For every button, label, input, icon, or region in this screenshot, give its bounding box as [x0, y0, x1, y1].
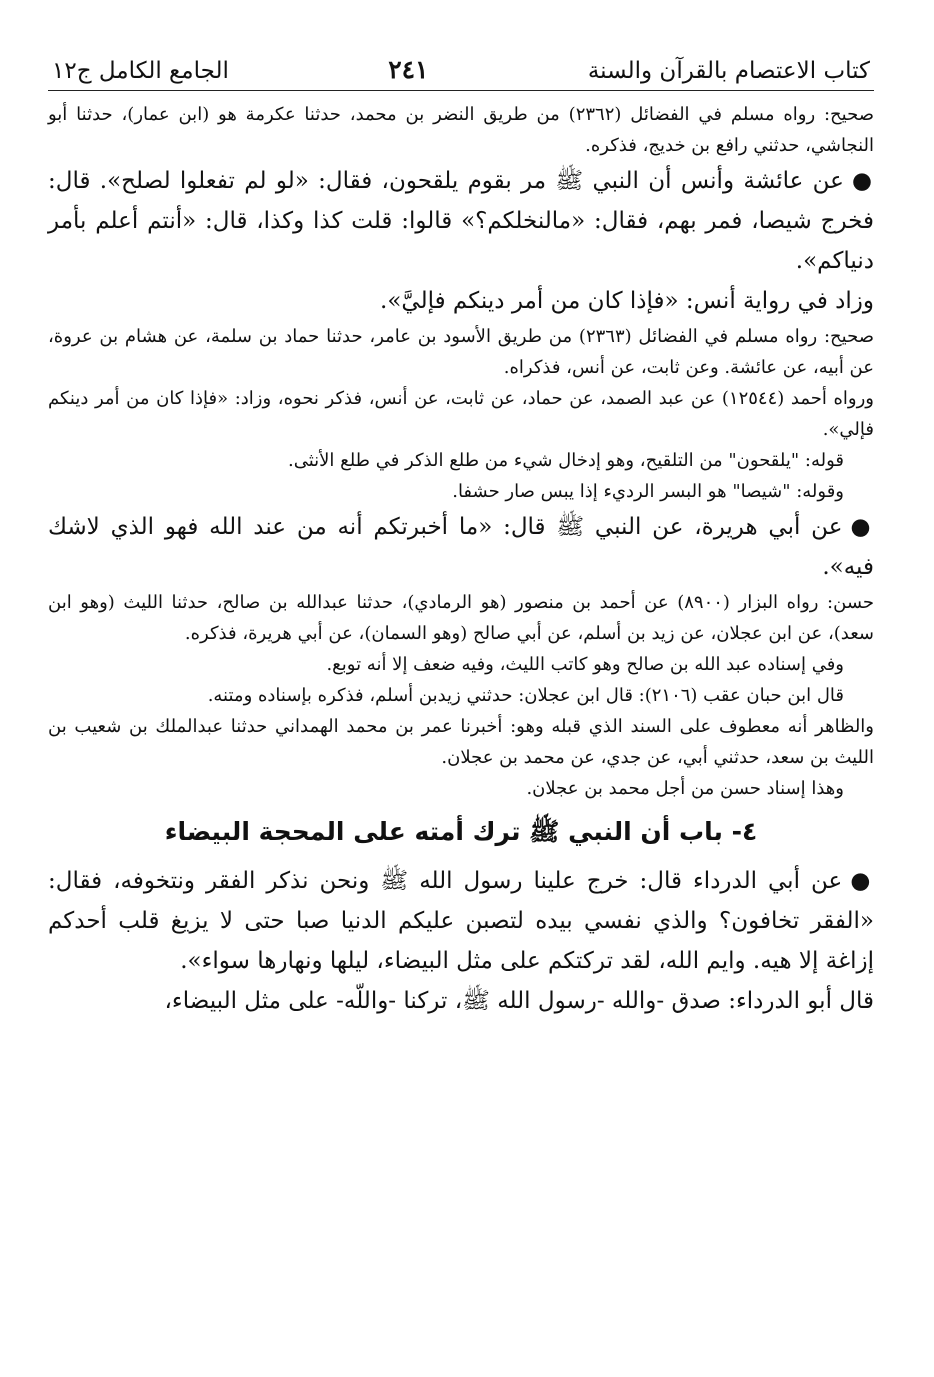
bullet-icon: ● — [850, 513, 874, 540]
bullet-icon: ● — [851, 167, 874, 194]
page-body — [48, 99, 874, 1021]
hadith-addition: وزاد في رواية أنس: «فإذا كان من أمر دينكم فإليَّ». — [380, 288, 874, 314]
commentary-paragraph: والظاهر أنه معطوف على السند الذي قبله وهو: أخبرنا عمر بن محمد الهمداني حدثنا عبدالملك بن شعيب بن الليث بن سعد، حدثني أبي، عن جدي، عن محمد بن عجلان. — [48, 716, 874, 768]
takhrij-paragraph: حسن: رواه البزار (٨٩٠٠) عن أحمد بن منصور (هو الرمادي)، حدثنا عبدالله بن صالح، حدثنا الليث (وهو ابن سعد)، عن ابن عجلان، عن زيد بن أسلم، عن أبي صالح (وهو السمان)، عن أبي هريرة، فذكره. — [48, 592, 875, 644]
book-title: كتاب الاعتصام بالقرآن والسنة — [587, 58, 870, 84]
hadith-text — [48, 507, 874, 587]
hadith-text — [48, 161, 874, 281]
page-header — [48, 55, 874, 91]
commentary-paragraph: وفي إسناده عبد الله بن صالح وهو كاتب الليث، وفيه ضعف إلا أنه توبع. — [326, 654, 844, 675]
gloss-paragraph: وقوله: "شيصا" هو البسر الرديء إذا يبس صار حشفا. — [452, 481, 844, 502]
bullet-icon: ● — [850, 867, 874, 894]
commentary-paragraph: قال ابن حبان عقب (٢١٠٦): قال ابن عجلان: حدثني زيدبن أسلم، فذكره بإسناده ومتنه. — [207, 685, 844, 706]
commentary-paragraph: وهذا إسناد حسن من أجل محمد بن عجلان. — [526, 778, 844, 799]
hadith-body: عن عائشة وأنس أن النبي ﷺ مر بقوم يلقحون، فقال: «لو لم تفعلوا لصلح». قال: فخرج شيصا، فمر بهم، فقال: «مالنخلكم؟» قالوا: قلت كذا وكذا، قال: «أنتم أعلم بأمر دنياكم». — [48, 168, 874, 274]
chapter-heading: ٤- باب أن النبي ﷺ ترك أمته على المحجة البيضاء — [164, 817, 758, 846]
hadith-body: عن أبي الدرداء قال: خرج علينا رسول الله ﷺ ونحن نذكر الفقر ونتخوفه، فقال: «الفقر تخافون؟ والذي نفسي بيده لتصبن عليكم الدنيا صبا حتى لا يزيغ قلب أحدكم إزاغة إلا هيه. وايم الله، لقد تركتكم على مثل البيضاء، ليلها ونهارها سواء». — [48, 868, 874, 974]
takhrij-paragraph: صحيح: رواه مسلم في الفضائل (٢٣٦٢) من طريق النضر بن محمد، حدثنا عكرمة هو (ابن عمار)، حدثنا أبو النجاشي، حدثني رافع بن خديج، فذكره. — [48, 104, 874, 156]
takhrij-paragraph: صحيح: رواه مسلم في الفضائل (٢٣٦٣) من طريق الأسود بن عامر، حدثنا حماد بن سلمة، عن هشام بن عروة، عن أبيه، عن عائشة. وعن ثابت، عن أنس، فذكراه. — [48, 326, 874, 378]
takhrij-paragraph: ورواه أحمد (١٢٥٤٤) عن عبد الصمد، عن حماد، عن ثابت، عن أنس، فذكر نحوه، وزاد: «فإذا كان من أمر دينكم فإلي». — [48, 388, 874, 440]
hadith-body: عن أبي هريرة، عن النبي ﷺ قال: «ما أخبرتكم أنه من عند الله فهو الذي لاشك فيه». — [48, 514, 874, 580]
collection-title: الجامع الكامل ج١٢ — [52, 58, 229, 84]
gloss-paragraph: قوله: "يلقحون" من التلقيح، وهو إدخال شيء من طلع الذكر في طلع الأنثى. — [287, 450, 844, 471]
page-number: ٢٤١ — [388, 55, 429, 84]
hadith-continuation: قال أبو الدرداء: صدق -والله -رسول الله ﷺ، تركنا -واللّه- على مثل البيضاء، — [164, 988, 874, 1014]
hadith-text — [48, 861, 874, 981]
